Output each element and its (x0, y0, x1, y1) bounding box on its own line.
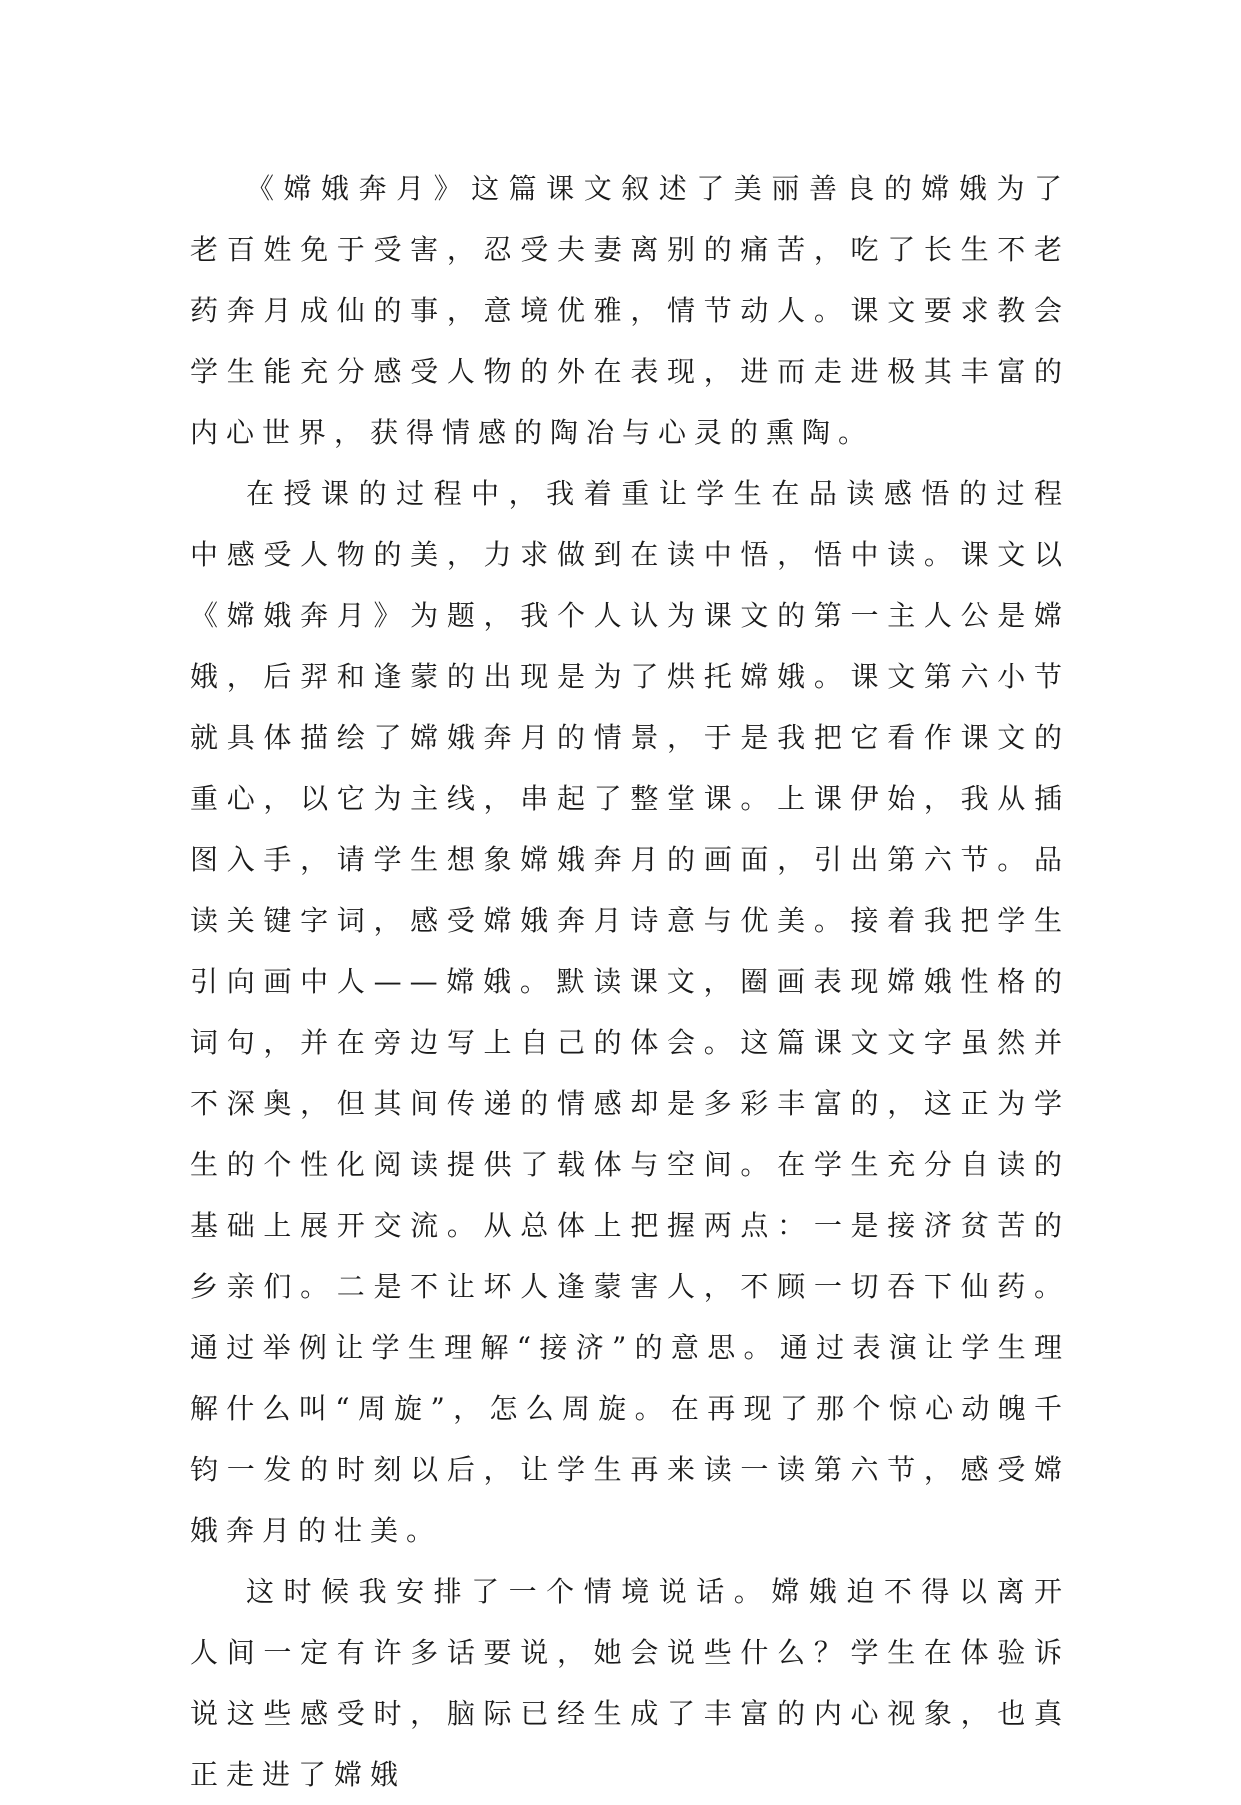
paragraph-3: 这时候我安排了一个情境说话。嫦娥迫不得以离开人间一定有许多话要说，她会说些什么？学生在体验诉说这些感受时，脑际已经生成了丰富的内心视象，也真正走进了嫦娥 (190, 1575, 1070, 1791)
document-body (190, 158, 1070, 1805)
paragraph-1: 《嫦娥奔月》这篇课文叙述了美丽善良的嫦娥为了老百姓免于受害，忍受夫妻离别的痛苦，吃了长生不老药奔月成仙的事，意境优雅，情节动人。课文要求教会学生能充分感受人物的外在表现，进而走进极其丰富的内心世界，获得情感的陶冶与心灵的熏陶。 (190, 172, 1070, 449)
paragraph-2: 在授课的过程中，我着重让学生在品读感悟的过程中感受人物的美，力求做到在读中悟，悟中读。课文以《嫦娥奔月》为题，我个人认为课文的第一主人公是嫦娥，后羿和逢蒙的出现是为了烘托嫦娥。课文第六小节就具体描绘了嫦娥奔月的情景，于是我把它看作课文的重心，以它为主线，串起了整堂课。上课伊始，我从插图入手，请学生想象嫦娥奔月的画面，引出第六节。品读关键字词，感受嫦娥奔月诗意与优美。接着我把学生引向画中人——嫦娥。默读课文，圈画表现嫦娥性格的词句，并在旁边写上自己的体会。这篇课文文字虽然并不深奥，但其间传递的情感却是多彩丰富的，这正为学生的个性化阅读提供了载体与空间。在学生充分自读的基础上展开交流。从总体上把握两点：一是接济贫苦的乡亲们。二是不让坏人逢蒙害人，不顾一切吞下仙药。通过举例让学生理解“接济”的意思。通过表演让学生理解什么叫“周旋”，怎么周旋。在再现了那个惊心动魄千钧一发的时刻以后，让学生再来读一读第六节，感受嫦娥奔月的壮美。 (190, 477, 1070, 1547)
